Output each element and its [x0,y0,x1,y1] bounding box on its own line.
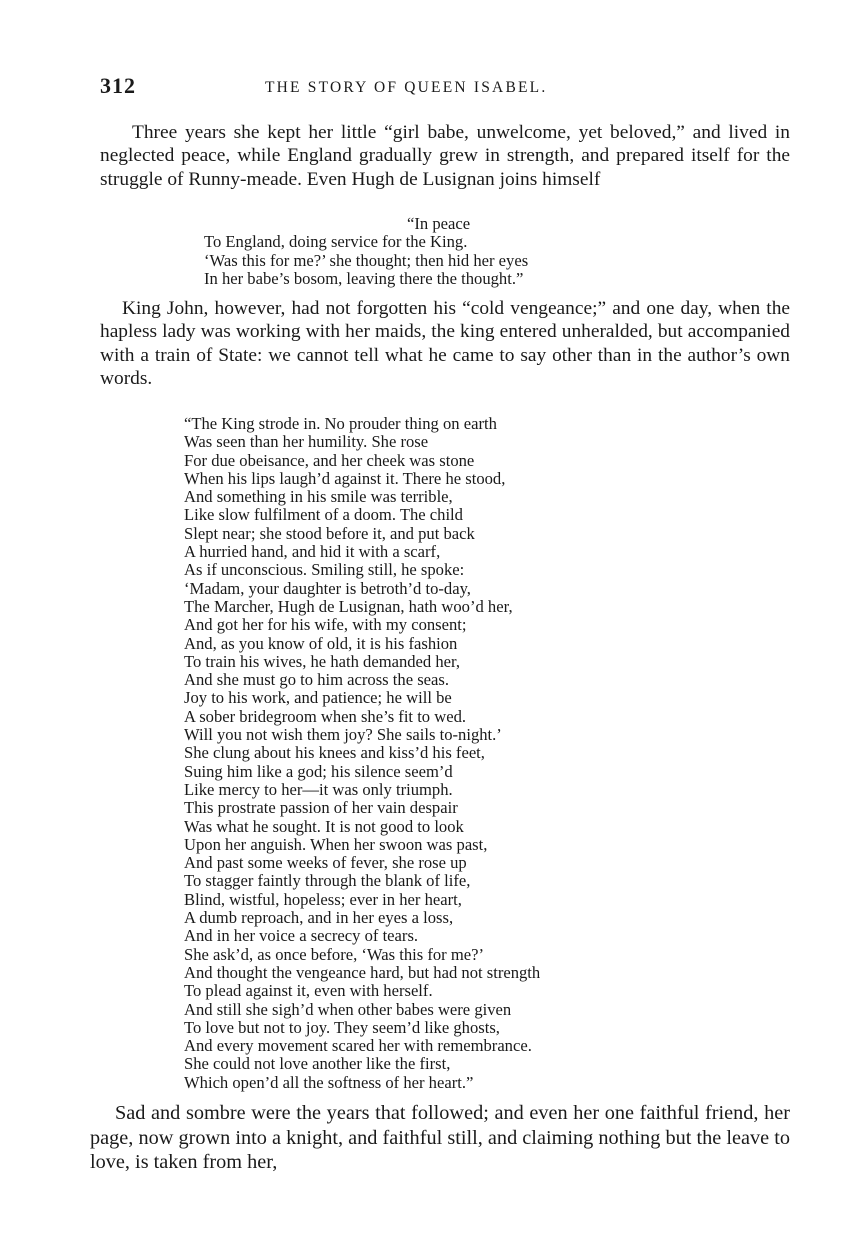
verse-quote-2 [184,415,540,1092]
verse-line: Was what he sought. It is not good to look [184,816,464,836]
verse-line: She clung about his knees and kiss’d his feet, [184,743,485,763]
verse-line: Like mercy to her—it was only triumph. [184,779,453,799]
verse-line: She could not love another like the first, [184,1054,451,1074]
verse-line: And thought the vengeance hard, but had not strength [184,962,541,982]
paragraph-3: Sad and sombre were the years that followed; and even her one faithful friend, her page, now grown into a knight, and faithful still, and claiming nothing but the leave to love, is taken from her, [90,1102,790,1174]
paragraph-2: King John, however, had not forgotten his “cold vengeance;” and one day, when the hapless lady was working with her maids, the king entered unheralded, but accompanied with a train of State: we cannot tell what he came to say other than in the author’s own words. [100,298,790,390]
verse-line: The Marcher, Hugh de Lusignan, hath woo’d her, [184,596,513,616]
verse-line: This prostrate passion of her vain despair [184,798,458,818]
verse-line: To England, doing service for the King. [204,232,468,252]
verse-line: ‘Madam, your daughter is betroth’d to-day, [184,578,471,598]
verse-line: And every movement scared her with remembrance. [184,1036,532,1056]
verse-line: Will you not wish them joy? She sails to-night.’ [184,725,502,745]
verse-line: “The King strode in. No prouder thing on earth [184,414,497,433]
verse-line: Slept near; she stood before it, and put back [184,523,475,543]
verse-line: And in her voice a secrecy of tears. [184,926,419,946]
verse-line: And something in his smile was terrible, [184,487,453,507]
verse-line: And past some weeks of fever, she rose up [184,853,467,873]
verse-line: And got her for his wife, with my consent; [184,615,467,635]
verse-line: Was seen than her humility. She rose [184,432,429,452]
verse-line: Which open’d all the softness of her heart.” [184,1072,474,1092]
verse-line: “In peace [407,214,471,233]
verse-line: To train his wives, he hath demanded her, [184,651,461,671]
running-title: THE STORY OF QUEEN ISABEL. [265,79,548,96]
verse-line: And still she sigh’d when other babes were given [184,999,512,1019]
verse-line: ‘Was this for me?’ she thought; then hid her eyes [204,250,529,270]
verse-line: Suing him like a god; his silence seem’d [184,761,453,781]
paragraph-1: Three years she kept her little “girl babe, unwelcome, yet beloved,” and lived in neglected peace, while England gradually grew in strength, and prepared itself for the struggle of Runny-meade. Even Hugh de Lusignan joins himself [100,122,790,190]
verse-line: A dumb reproach, and in her eyes a loss, [184,908,454,928]
verse-line: Joy to his work, and patience; he will be [184,688,452,708]
verse-line: When his lips laugh’d against it. There he stood, [184,468,506,488]
verse-line: To plead against it, even with herself. [184,981,433,1001]
verse-line: Upon her anguish. When her swoon was past, [184,834,488,854]
verse-quote-1 [204,215,528,288]
verse-line: In her babe’s bosom, leaving there the thought.” [204,268,524,288]
verse-line: Like slow fulfilment of a doom. The child [184,505,463,525]
verse-line: A sober bridegroom when she’s fit to wed. [184,706,467,726]
verse-line: She ask’d, as once before, ‘Was this for me?’ [184,944,485,964]
verse-line: Blind, wistful, hopeless; ever in her heart, [184,889,462,909]
verse-line: A hurried hand, and hid it with a scarf, [184,542,441,562]
verse-line: And she must go to him across the seas. [184,670,450,690]
verse-line: To stagger faintly through the blank of life, [184,871,471,891]
page-number: 312 [100,73,136,98]
verse-line: For due obeisance, and her cheek was stone [184,450,475,470]
page-header [100,73,790,103]
verse-line: To love but not to joy. They seem’d like ghosts, [184,1017,500,1037]
verse-line: As if unconscious. Smiling still, he spoke: [184,560,465,580]
verse-line: And, as you know of old, it is his fashion [184,633,458,653]
